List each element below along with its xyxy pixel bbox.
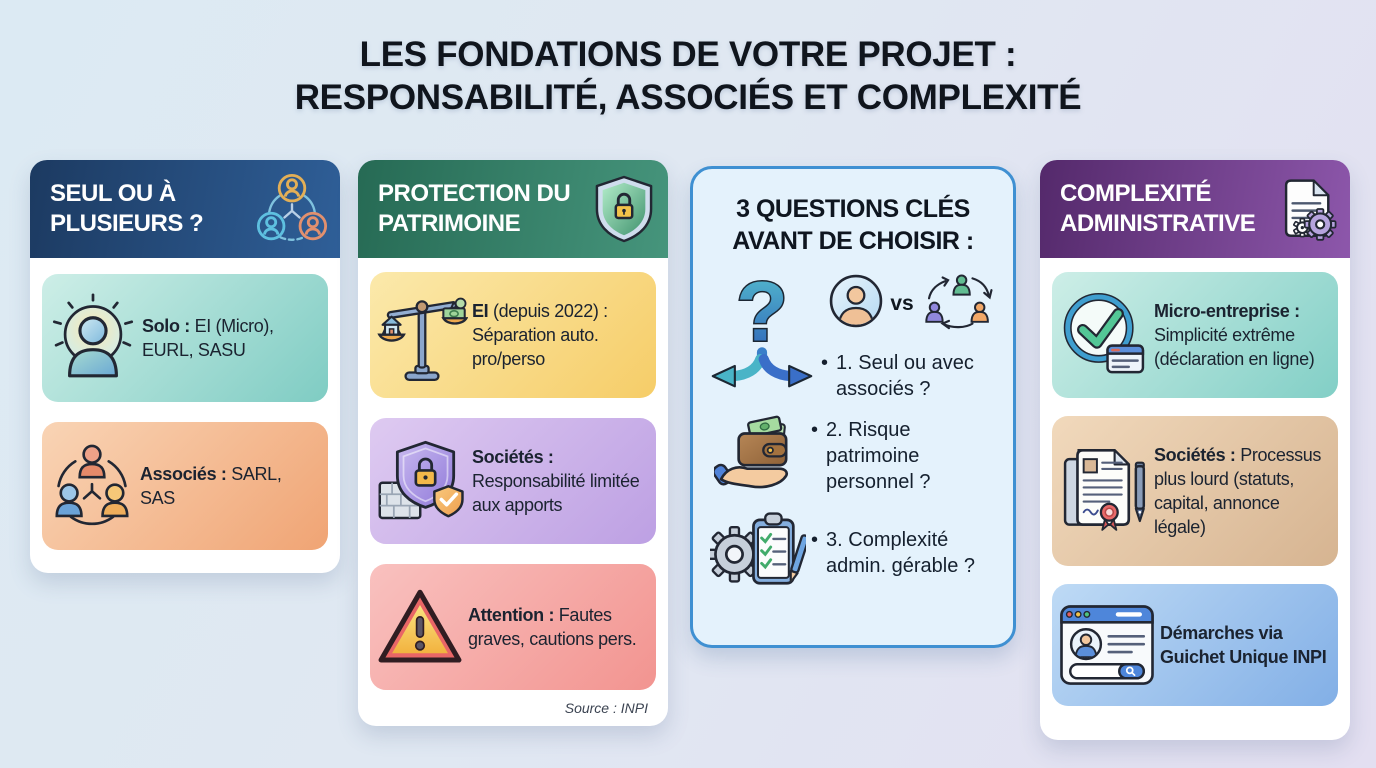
group-cycle-icon: [920, 271, 996, 336]
network-people-icon: [256, 173, 328, 245]
questions-header: [693, 193, 1013, 257]
warning-triangle-icon: [376, 586, 464, 668]
questions-header-line1: 3 QUESTIONS CLÉS: [736, 195, 970, 223]
tile-solo-label: Solo :: [142, 316, 190, 336]
wallet-hand-icon: [705, 414, 811, 497]
page-title-line1: LES FONDATIONS DE VOTRE PROJET :: [359, 35, 1017, 74]
sunburst-person-icon: [48, 293, 138, 383]
person-avatar-icon: [828, 273, 884, 334]
card-seul-header-title: SEUL OU À PLUSIEURS ?: [50, 180, 204, 237]
question-2-text: 2. Risque patrimoine personnel ?: [826, 418, 931, 493]
tile-attention-value: Fautes graves, cautions pers.: [468, 605, 637, 649]
tile-micro-entreprise-value: Simplicité extrême (déclaration en ligne): [1154, 325, 1315, 369]
document-gears-icon: [1278, 177, 1338, 241]
tile-attention-label: Attention :: [468, 605, 555, 625]
balance-scale-icon: [376, 287, 468, 384]
question-item-2: [811, 417, 1005, 495]
bullet: •: [811, 418, 819, 441]
tile-societes-processus-value: Processus plus lourd (statuts, capital, annonce légale): [1154, 445, 1322, 537]
card-seul-ou-a-plusieurs: [30, 160, 340, 573]
card-complexite-header-title: COMPLEXITÉ ADMINISTRATIVE: [1060, 180, 1256, 237]
svg-text:?: ?: [736, 267, 788, 359]
tile-societes-responsabilite: [370, 418, 656, 544]
check-circle-browser-icon: [1058, 289, 1150, 381]
tile-attention: [370, 564, 656, 690]
team-circle-icon: [48, 442, 136, 530]
contract-pen-seal-icon: [1058, 445, 1150, 537]
tile-solo-text: [138, 314, 318, 362]
tile-societes-processus-text: [1150, 443, 1328, 539]
tile-solo-value: EI (Micro), EURL, SASU: [142, 316, 274, 360]
vs-label: vs: [890, 291, 914, 315]
gear-checklist-icon: [705, 509, 811, 596]
tile-micro-entreprise-label: Micro-entreprise :: [1154, 301, 1300, 321]
page-title-line2: RESPONSABILITÉ, ASSOCIÉS ET COMPLEXITÉ: [294, 78, 1082, 117]
tile-micro-entreprise-text: [1150, 299, 1328, 371]
tile-demarches-inpi: [1052, 584, 1338, 706]
question-row-2: [693, 414, 1013, 497]
bullet: •: [821, 352, 829, 374]
tile-societes-responsabilite-value: Responsabilité limitée aux apports: [472, 471, 640, 515]
card-complexite-body: [1040, 258, 1350, 720]
tile-demarches-inpi-label: Démarches via Guichet Unique INPI: [1160, 623, 1327, 667]
card-complexite-header: [1040, 160, 1350, 258]
tile-societes-processus: [1052, 416, 1338, 566]
question-row-3: [693, 509, 1013, 596]
tile-attention-text: [464, 603, 646, 651]
tile-micro-entreprise: [1052, 272, 1338, 398]
browser-search-icon: [1058, 601, 1156, 689]
question-item-3: [811, 527, 1005, 579]
tile-associes-text: [136, 462, 318, 510]
source-label: Source : INPI: [564, 700, 648, 716]
tile-societes-responsabilite-text: [468, 445, 646, 517]
tile-ei-label: EI: [472, 301, 489, 321]
card-seul-body: [30, 258, 340, 566]
question-item-1: [821, 350, 1003, 402]
card-protection-header: [358, 160, 668, 258]
card-questions-cles: [690, 166, 1016, 648]
shield-lock-icon: [592, 174, 656, 244]
tile-solo: [42, 274, 328, 402]
tile-societes-responsabilite-label: Sociétés :: [472, 447, 554, 467]
question-row-1: [693, 267, 1013, 402]
card-protection-header-title: PROTECTION DU PATRIMOINE: [378, 180, 571, 237]
tile-associes: [42, 422, 328, 550]
question-3-text: 3. Complexité admin. gérable ?: [826, 528, 975, 577]
tile-ei: [370, 272, 656, 398]
question-fork-arrows-icon: [703, 267, 821, 397]
tile-associes-label: Associés :: [140, 464, 227, 484]
card-protection-patrimoine: [358, 160, 668, 726]
bullet: •: [811, 528, 819, 551]
card-seul-header: [30, 160, 340, 258]
tile-ei-value: (depuis 2022) : Séparation auto. pro/perso: [472, 301, 608, 369]
questions-header-line2: AVANT DE CHOISIR :: [732, 227, 974, 255]
tile-demarches-inpi-text: [1156, 621, 1328, 669]
page-title: [0, 33, 1376, 119]
tile-associes-value: SARL, SAS: [140, 464, 282, 508]
card-complexite-administrative: [1040, 160, 1350, 740]
solo-vs-group-row: [821, 271, 1003, 336]
question-1-block: [821, 267, 1005, 402]
shield-wall-icon: [376, 437, 468, 525]
question-1-text: 1. Seul ou avec associés ?: [836, 352, 974, 400]
tile-societes-processus-label: Sociétés :: [1154, 445, 1236, 465]
tile-ei-text: [468, 299, 646, 371]
card-protection-body: [358, 258, 668, 694]
